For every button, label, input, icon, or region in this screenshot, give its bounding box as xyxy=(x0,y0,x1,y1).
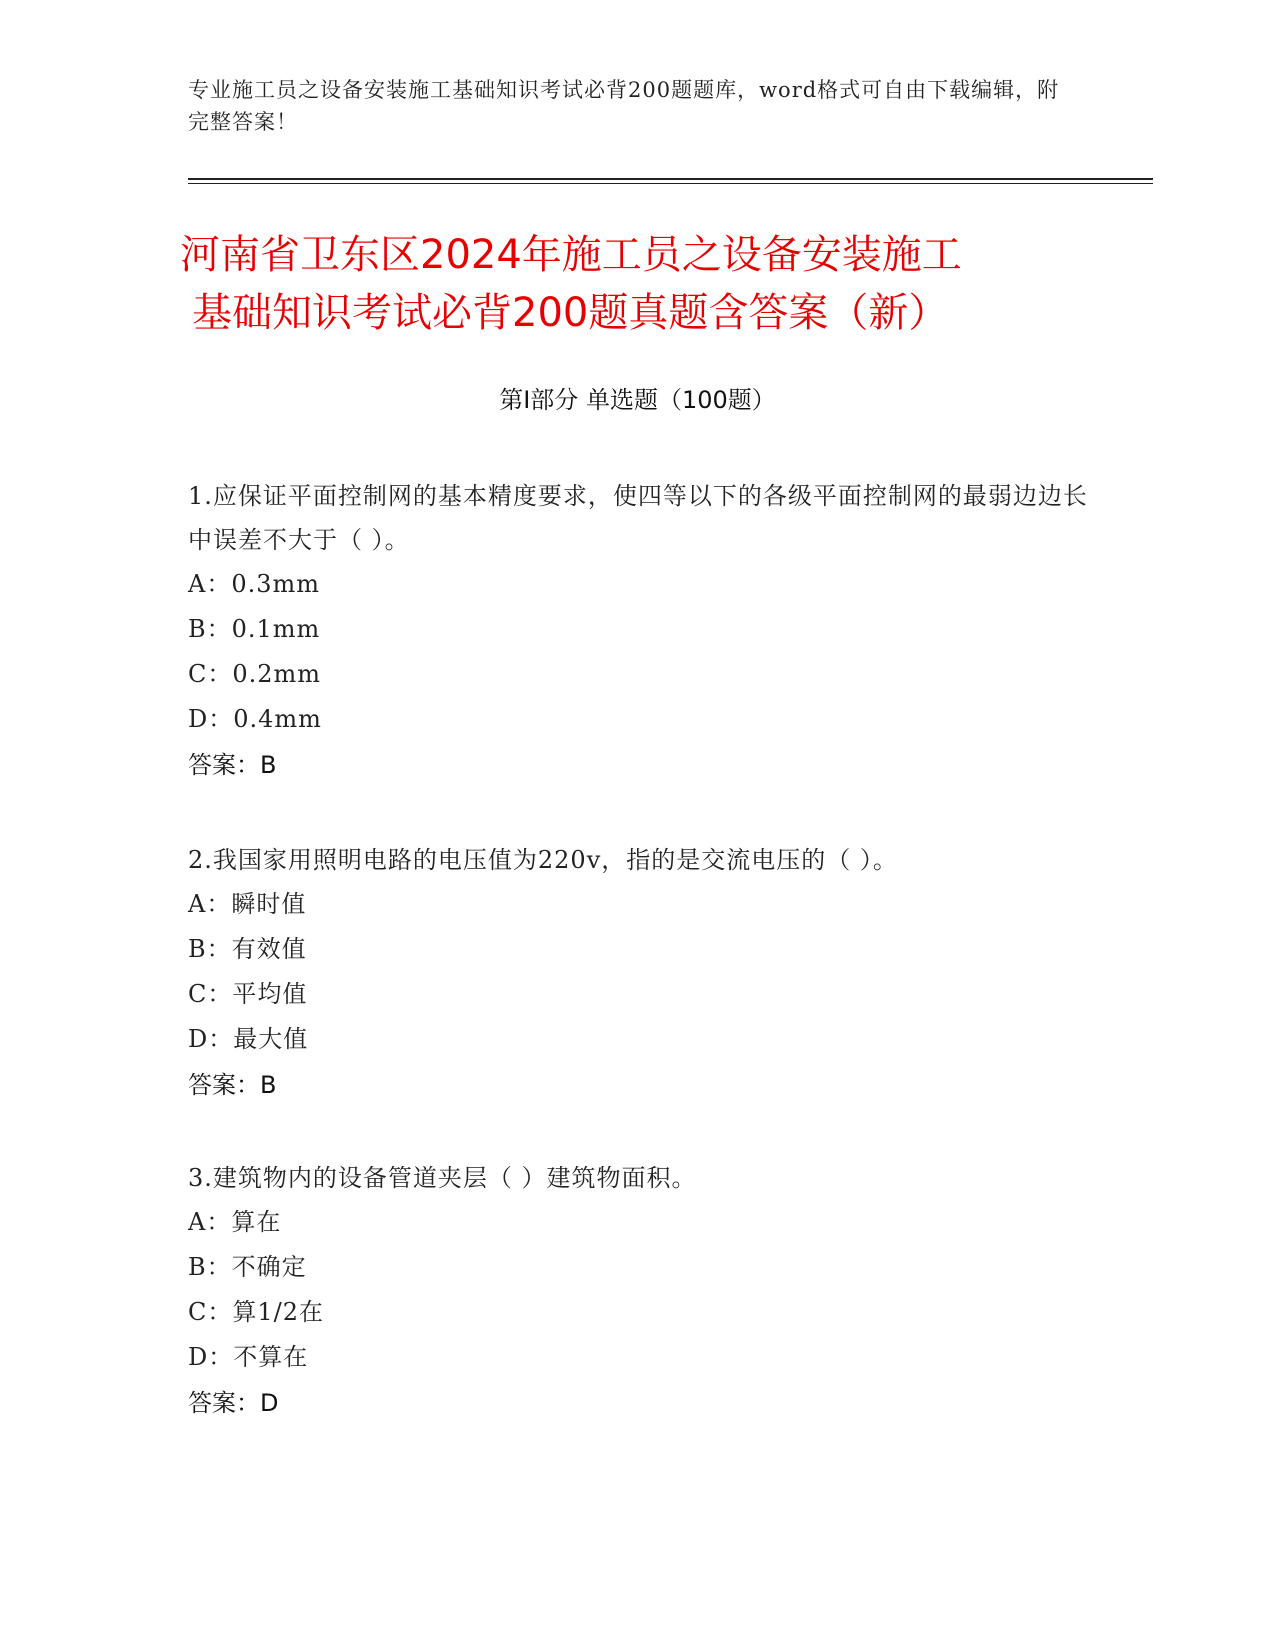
document-title xyxy=(180,226,1100,342)
header-note: 专业施工员之设备安装施工基础知识考试必背200题题库，word格式可自由下载编辑，附完整答案！ xyxy=(188,78,1060,134)
option-c: C：平均值 xyxy=(188,980,308,1008)
option-d: D：0.4mm xyxy=(188,705,322,733)
question-block-2 xyxy=(188,838,1088,1108)
option-a: A：算在 xyxy=(188,1208,282,1236)
option-a: A：0.3mm xyxy=(188,570,321,598)
option-b: B：有效值 xyxy=(188,935,307,963)
answer-line: 答案：B xyxy=(188,751,277,779)
document-title-line-1: 河南省卫东区2024年施工员之设备安装施工 xyxy=(180,232,962,278)
option-d: D：不算在 xyxy=(188,1343,309,1371)
option-b: B：0.1mm xyxy=(188,615,321,643)
answer-line: 答案：B xyxy=(188,1071,277,1099)
question-block-3 xyxy=(188,1156,1088,1426)
header-divider-thin xyxy=(188,183,1153,184)
option-c: C：0.2mm xyxy=(188,660,322,688)
option-b: B：不确定 xyxy=(188,1253,307,1281)
answer-line: 答案：D xyxy=(188,1389,279,1417)
document-title-line-2: 基础知识考试必背200题真题含答案（新） xyxy=(192,290,949,336)
question-block-1 xyxy=(188,474,1088,788)
option-a: A：瞬时值 xyxy=(188,890,307,918)
header-divider-thick xyxy=(188,178,1153,180)
option-c: C：算1/2在 xyxy=(188,1298,324,1326)
question-stem: 3.建筑物内的设备管道夹层（ ）建筑物面积。 xyxy=(188,1164,697,1192)
option-d: D：最大值 xyxy=(188,1025,309,1053)
question-stem: 1.应保证平面控制网的基本精度要求，使四等以下的各级平面控制网的最弱边边长中误差不大于（ ）。 xyxy=(188,482,1088,554)
section-heading: 第I部分 单选题（100题） xyxy=(499,386,776,414)
question-stem: 2.我国家用照明电路的电压值为220v，指的是交流电压的（ ）。 xyxy=(188,846,898,874)
